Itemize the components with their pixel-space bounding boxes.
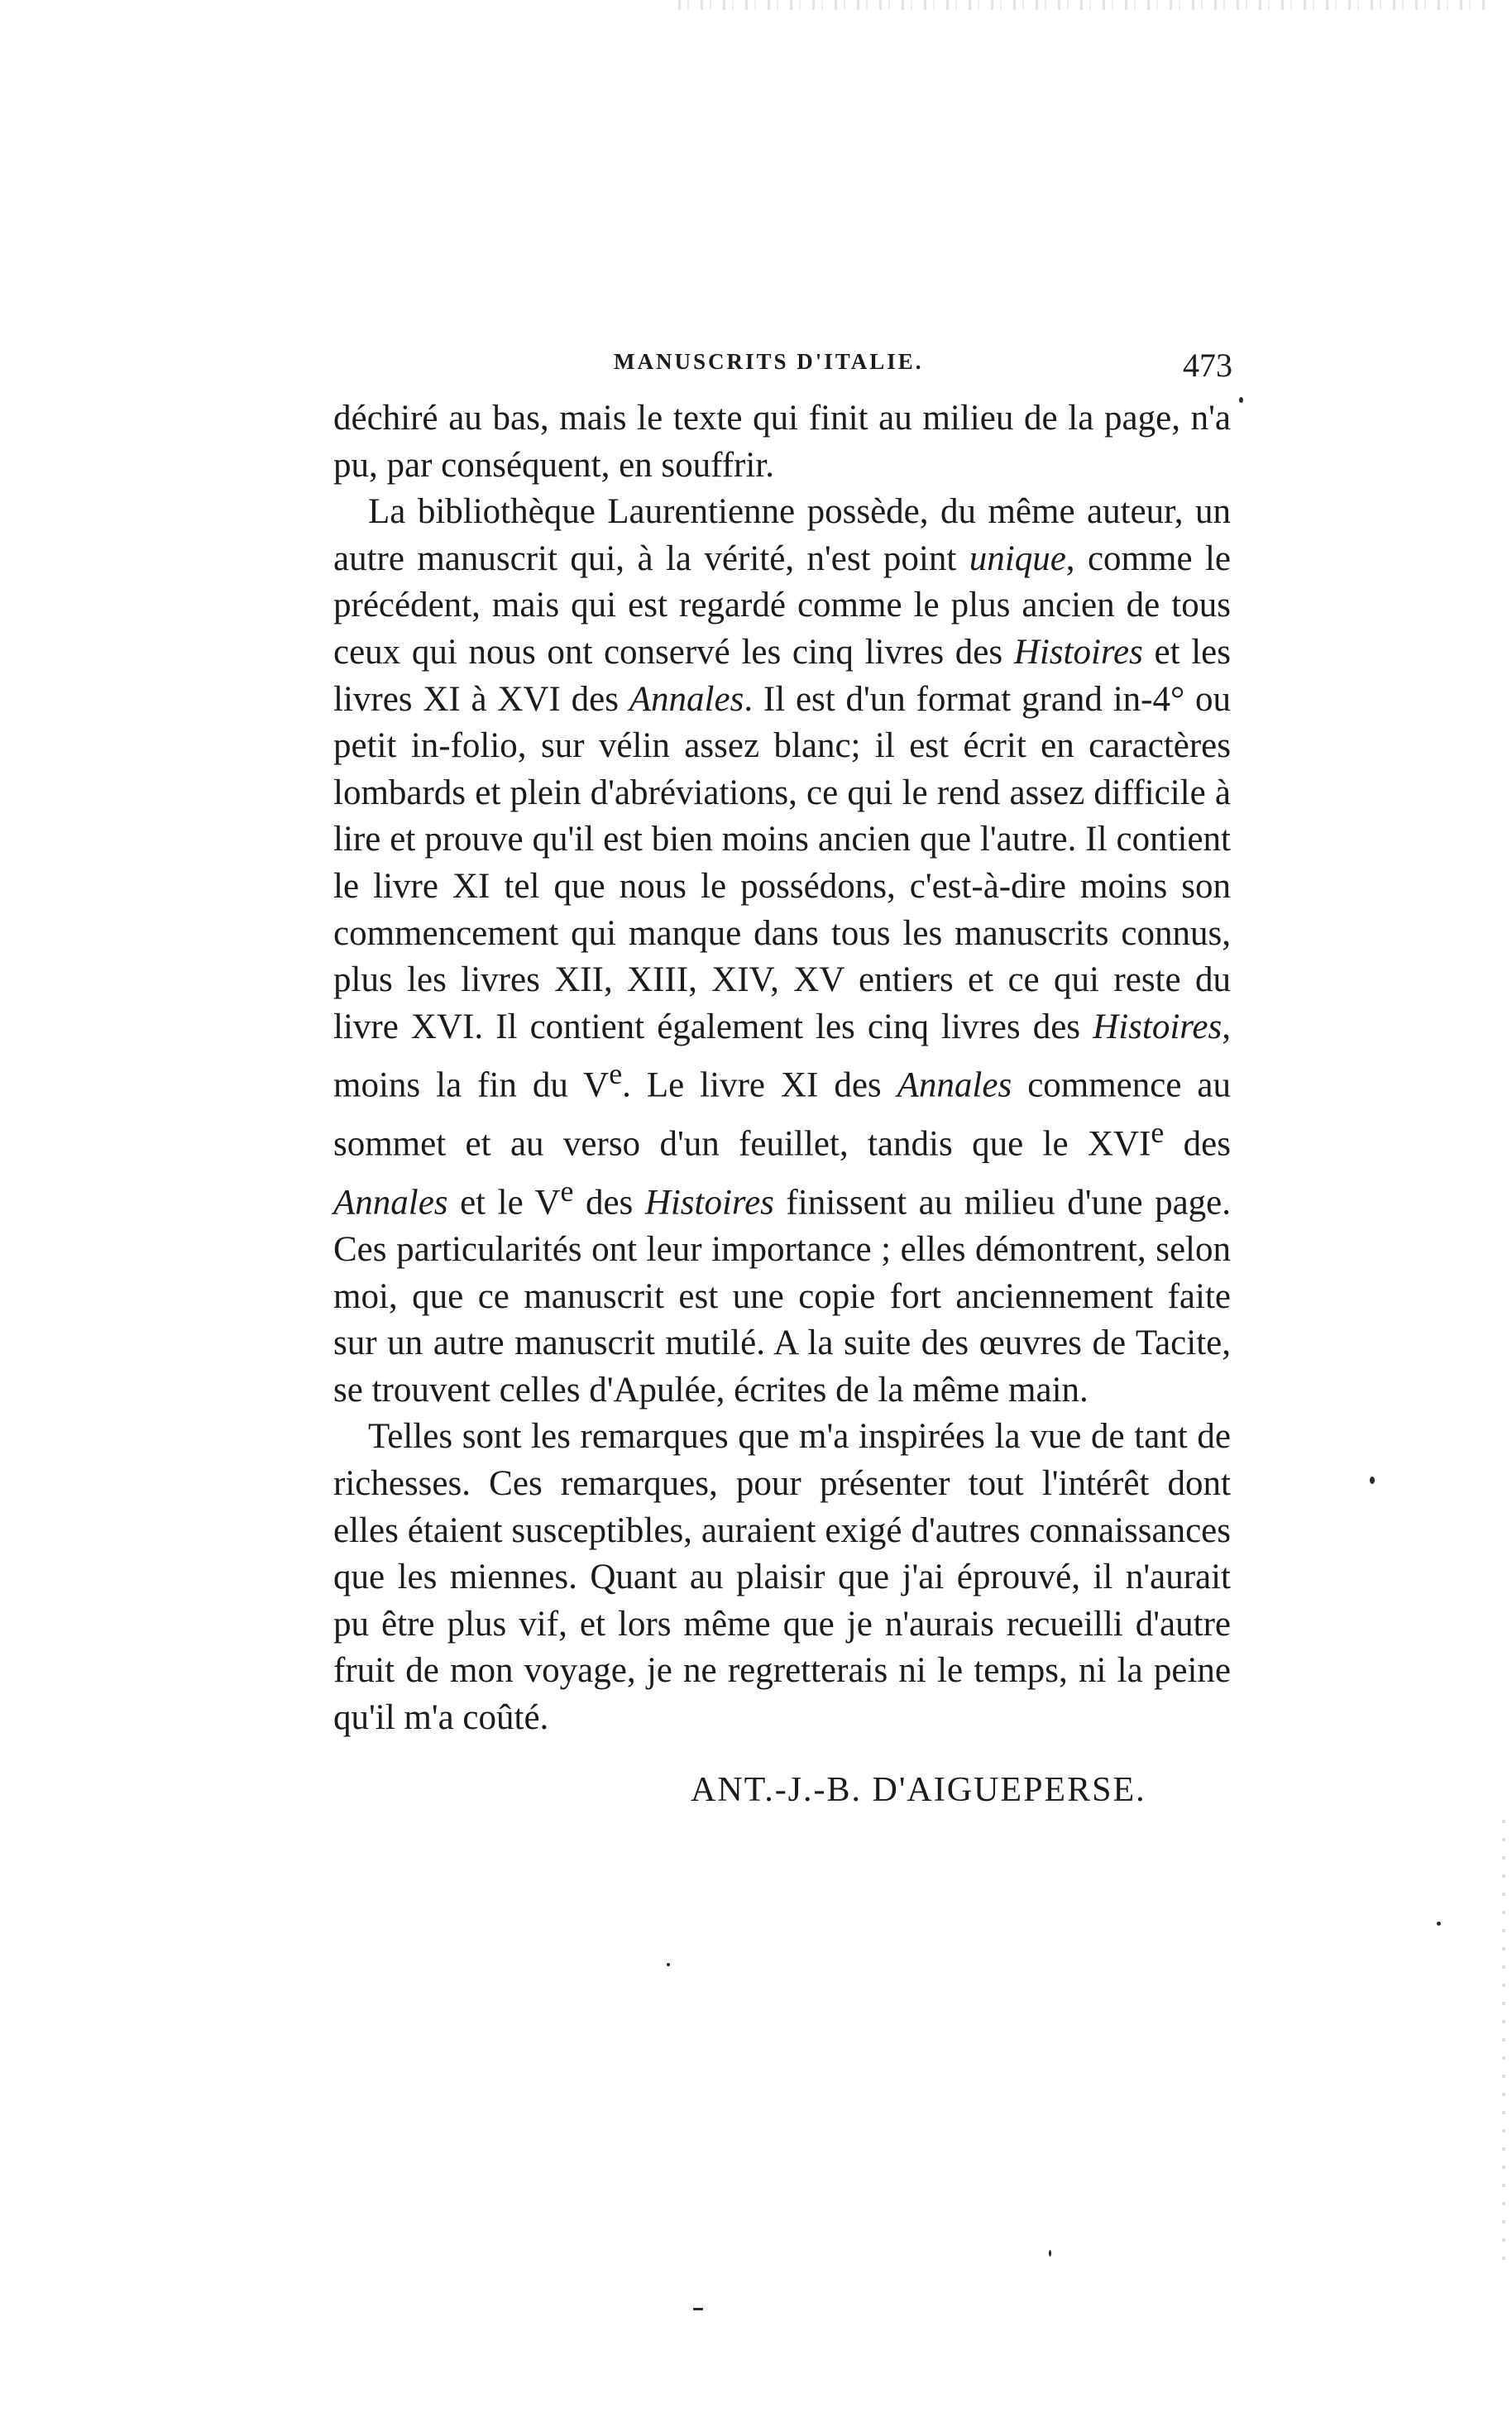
text-run: La bibliothèque Laurentienne possède, du même auteur, un autre manuscrit qui, à la vérité, n'est point bbox=[333, 492, 1231, 578]
paragraph-3: Telles sont les remarques que m'a inspirées la vue de tant de richesses. Ces remarques, pour présenter tout l'intérêt dont elles étaient susceptibles, auraient exigé d'autres connaissances que les miennes. Quant au plaisir que j'ai éprouvé, il n'aurait pu être plus vif, et lors même que je n'aurais recueilli d'autre fruit de mon voyage, je ne regretterais ni le temps, ni la peine qu'il m'a coûté. bbox=[333, 1417, 1231, 1738]
scan-noise-top bbox=[678, 0, 1489, 10]
text-run: , comme le précédent, mais qui est regardé comme le plus ancien de tous ceux qui nous ont conservé les cinq livres des bbox=[333, 538, 1231, 672]
page-number: 473 bbox=[1183, 347, 1232, 384]
italic-run: unique bbox=[969, 538, 1066, 578]
body-text bbox=[333, 395, 1231, 1742]
running-title: MANUSCRITS D'ITALIE. bbox=[614, 349, 924, 374]
ink-speck bbox=[1049, 2250, 1051, 2257]
italic-run: Annales bbox=[629, 679, 744, 719]
text-run: , moins la fin du V bbox=[333, 1007, 1231, 1105]
italic-run: Histoires bbox=[1093, 1007, 1223, 1046]
italic-run: Annales bbox=[897, 1065, 1012, 1105]
ink-speck bbox=[667, 1963, 670, 1966]
text-run: des bbox=[1164, 1124, 1231, 1164]
scan-noise-edge bbox=[1502, 1820, 1505, 2266]
paragraph-1: déchiré au bas, mais le texte qui finit au milieu de la page, n'a pu, par conséquent, en souffrir. bbox=[333, 399, 1231, 485]
running-head bbox=[331, 346, 1232, 387]
author-signature: ANT.-J.-B. D'AIGUEPERSE. bbox=[691, 1771, 1146, 1809]
ink-speck bbox=[693, 2308, 703, 2310]
ink-speck bbox=[1239, 397, 1243, 403]
italic-run: Annales bbox=[333, 1183, 448, 1223]
superscript: e bbox=[560, 1175, 574, 1209]
ink-speck bbox=[1437, 1922, 1441, 1926]
italic-run: Histoires bbox=[644, 1183, 774, 1223]
italic-run: Histoires bbox=[1013, 632, 1143, 672]
text-run: . Il est d'un format grand in-4° ou petit in-folio, sur vélin assez blanc; il est écrit en caractères lombards et plein d'abréviations, ce qui le rend assez difficile à lire et prouve qu'il est bien moins ancien que l'autre. Il contient le livre XI tel que nous le possédons, c'est-à-dire moins son commencement qui manque dans tous les manuscrits connus, plus les livres XII, XIII, XIV, XV entiers et ce qui reste du livre XVI. Il contient également les cinq livres des bbox=[333, 679, 1231, 1046]
text-run: et les livres XI à XVI des bbox=[333, 632, 1231, 719]
text-run: finissent au milieu d'une page. Ces particularités ont leur importance ; elles démontrent, selon moi, que ce manuscrit est une copie fort anciennement faite sur un autre manuscrit mutilé. A la suite des œuvres de Tacite, se trouvent celles d'Apulée, écrites de la même main. bbox=[333, 1183, 1231, 1410]
text-run: et le V bbox=[447, 1183, 561, 1223]
superscript: e bbox=[609, 1057, 623, 1091]
text-run: commence au sommet et au verso d'un feuillet, tandis que le XVI bbox=[333, 1065, 1232, 1164]
text-run: des bbox=[573, 1183, 645, 1223]
superscript: e bbox=[1151, 1116, 1165, 1150]
ink-speck bbox=[1370, 1477, 1375, 1484]
text-run: . Le livre XI des bbox=[622, 1065, 897, 1105]
paragraph-2 bbox=[333, 489, 1231, 1414]
